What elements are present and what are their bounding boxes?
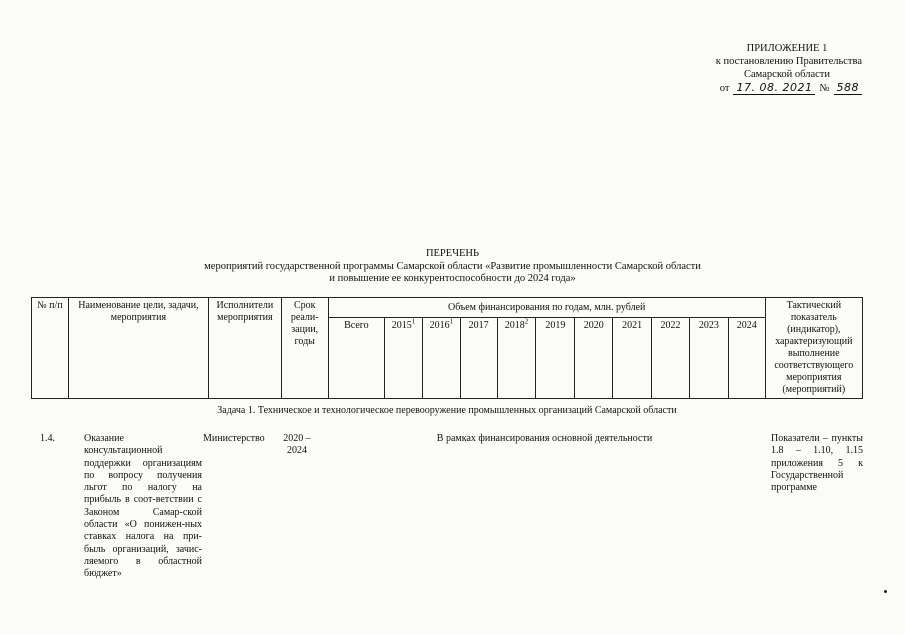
document-title <box>180 248 725 286</box>
scan-dot <box>884 590 887 593</box>
appendix-line-3: Самарской области <box>744 69 830 80</box>
appendix-block <box>662 42 862 95</box>
header-num: № п/п <box>32 298 69 399</box>
doc-title-line-1: мероприятий государственной программы Самарской области «Развитие промышленности Самарской области <box>204 260 701 272</box>
header-year-2016: 2016$^1$ <box>422 318 460 399</box>
row-financing: В рамках финансирования основной деятельности <box>436 433 653 444</box>
header-year-2019: 2019 <box>536 318 575 399</box>
appendix-date-row <box>662 81 862 95</box>
header-year-2024: 2024 <box>728 318 765 399</box>
header-indicator: Тактический показатель (индикатор), характеризующий выполнение соответствующего мероприятия (мероприятий) <box>765 298 862 399</box>
header-year-2018: 2018$^2$ <box>497 318 536 399</box>
doc-title-line-2: и повышение ее конкурентоспособности до 2024 года» <box>329 273 576 284</box>
header-year-2021: 2021 <box>613 318 652 399</box>
number-prefix: № <box>819 83 830 94</box>
row-executor: Министерство <box>203 433 265 444</box>
appendix-line-2: к постановлению Правительства <box>715 56 862 67</box>
row-indicator: Показатели – пункты 1.8 – 1.10, 1.15 приложения 5 к Государственной программе <box>771 433 863 494</box>
header-total: Всего <box>328 318 384 399</box>
date-prefix: от <box>719 83 730 94</box>
task-heading: Задача 1. Техническое и технологическое перевооружение промышленных организаций Самарской области <box>217 405 677 416</box>
header-year-2022: 2022 <box>652 318 690 399</box>
header-name: Наименование цели, задачи, мероприятия <box>68 298 208 399</box>
header-year-2020: 2020 <box>575 318 613 399</box>
row-term: 2020 – 2024 <box>283 433 311 457</box>
measures-table-header <box>31 297 863 399</box>
header-year-2015: 2015$^1$ <box>385 318 423 399</box>
handwritten-date: 17. 08. 2021 <box>733 81 815 95</box>
header-year-2017: 2017 <box>460 318 497 399</box>
appendix-title: ПРИЛОЖЕНИЕ 1 <box>746 43 828 54</box>
header-exec: Исполнители мероприятия <box>209 298 282 399</box>
header-term: Срок реали-зации, годы <box>281 298 328 399</box>
handwritten-number: 588 <box>834 81 863 95</box>
header-year-2023: 2023 <box>689 318 728 399</box>
row-measure-name: Оказание консультационной поддержки организациям по вопросу получения льгот по налогу на прибыль в соот-ветствии с Законом Самар-ской области «О понижен-ных ставках налога на при-быль организаций, зачис-ляемого в областной бюджет» <box>84 433 202 580</box>
doc-heading: ПЕРЕЧЕНЬ <box>425 248 480 259</box>
header-financing: Объем финансирования по годам, млн. рублей <box>328 298 765 318</box>
row-number: 1.4. <box>40 433 55 444</box>
